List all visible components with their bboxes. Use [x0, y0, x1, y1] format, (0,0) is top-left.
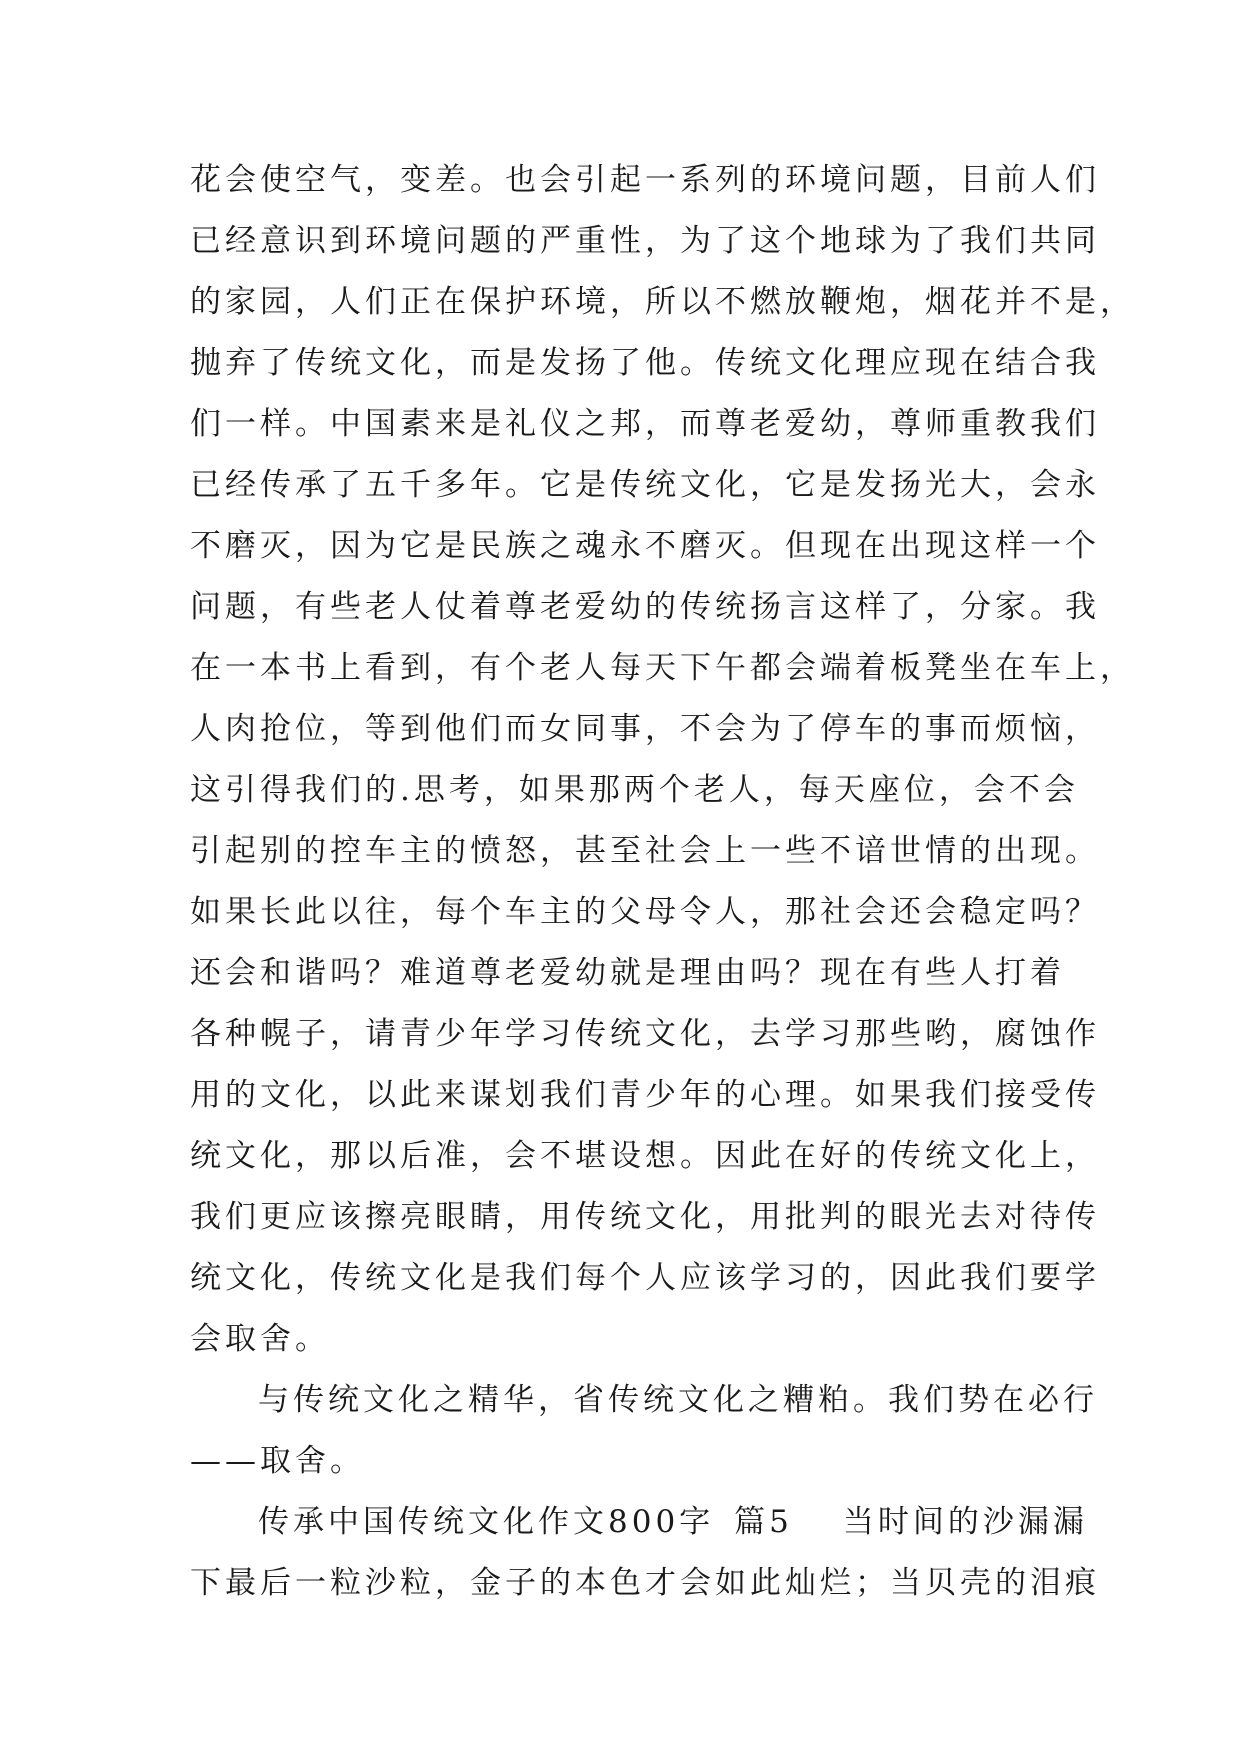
- paragraph-line: ——取舍。: [190, 1443, 365, 1479]
- text-line: 各种幌子，请青少年学习传统文化，去学习那些哟，腐蚀作: [190, 1016, 1100, 1052]
- text-line: 引起别的控车主的愤怒，甚至社会上一些不谙世情的出现。: [190, 833, 1100, 869]
- text-line: 问题，有些老人仗着尊老爱幼的传统扬言这样了，分家。我: [190, 589, 1100, 625]
- section-text-start: 当时间的沙漏漏: [842, 1504, 1088, 1540]
- section-heading-line: [190, 1492, 1088, 1553]
- text-line: 这引得我们的.思考，如果那两个老人，每天座位，会不会: [190, 772, 1079, 808]
- text-line: 统文化，那以后准，会不堪设想。因此在好的传统文化上，: [190, 1138, 1100, 1174]
- text-line: 人肉抢位，等到他们而女同事，不会为了停车的事而烦恼，: [190, 711, 1100, 747]
- body-text: [190, 150, 1135, 1614]
- text-line: 不磨灭，因为它是民族之魂永不磨灭。但现在出现这样一个: [190, 528, 1100, 564]
- text-line: 会取舍。: [190, 1321, 330, 1357]
- section-number: 篇5: [734, 1504, 793, 1540]
- paragraph-line: 与传统文化之精华，省传统文化之糟粕。我们势在必行: [258, 1382, 1098, 1418]
- text-line: 还会和谐吗？难道尊老爱幼就是理由吗？现在有些人打着: [190, 955, 1065, 991]
- text-line: 的家园，人们正在保护环境，所以不燃放鞭炮，烟花并不是，: [190, 284, 1135, 320]
- text-line: 如果长此以往，每个车主的父母令人，那社会还会稳定吗？: [190, 894, 1100, 930]
- text-line: 抛弃了传统文化，而是发扬了他。传统文化理应现在结合我: [190, 345, 1100, 381]
- text-line: 用的文化，以此来谋划我们青少年的心理。如果我们接受传: [190, 1077, 1100, 1113]
- text-line: 统文化，传统文化是我们每个人应该学习的，因此我们要学: [190, 1260, 1100, 1296]
- text-line: 已经传承了五千多年。它是传统文化，它是发扬光大，会永: [190, 467, 1100, 503]
- section-title: 传承中国传统文化作文800字: [258, 1504, 715, 1540]
- text-line: 花会使空气，变差。也会引起一系列的环境问题，目前人们: [190, 162, 1100, 198]
- text-line: 已经意识到环境问题的严重性，为了这个地球为了我们共同: [190, 223, 1100, 259]
- text-line: 下最后一粒沙粒，金子的本色才会如此灿烂；当贝壳的泪痕: [190, 1565, 1100, 1601]
- text-line: 们一样。中国素来是礼仪之邦，而尊老爱幼，尊师重教我们: [190, 406, 1100, 442]
- text-line: 我们更应该擦亮眼睛，用传统文化，用批判的眼光去对待传: [190, 1199, 1100, 1235]
- text-line: 在一本书上看到，有个老人每天下午都会端着板凳坐在车上，: [190, 650, 1135, 686]
